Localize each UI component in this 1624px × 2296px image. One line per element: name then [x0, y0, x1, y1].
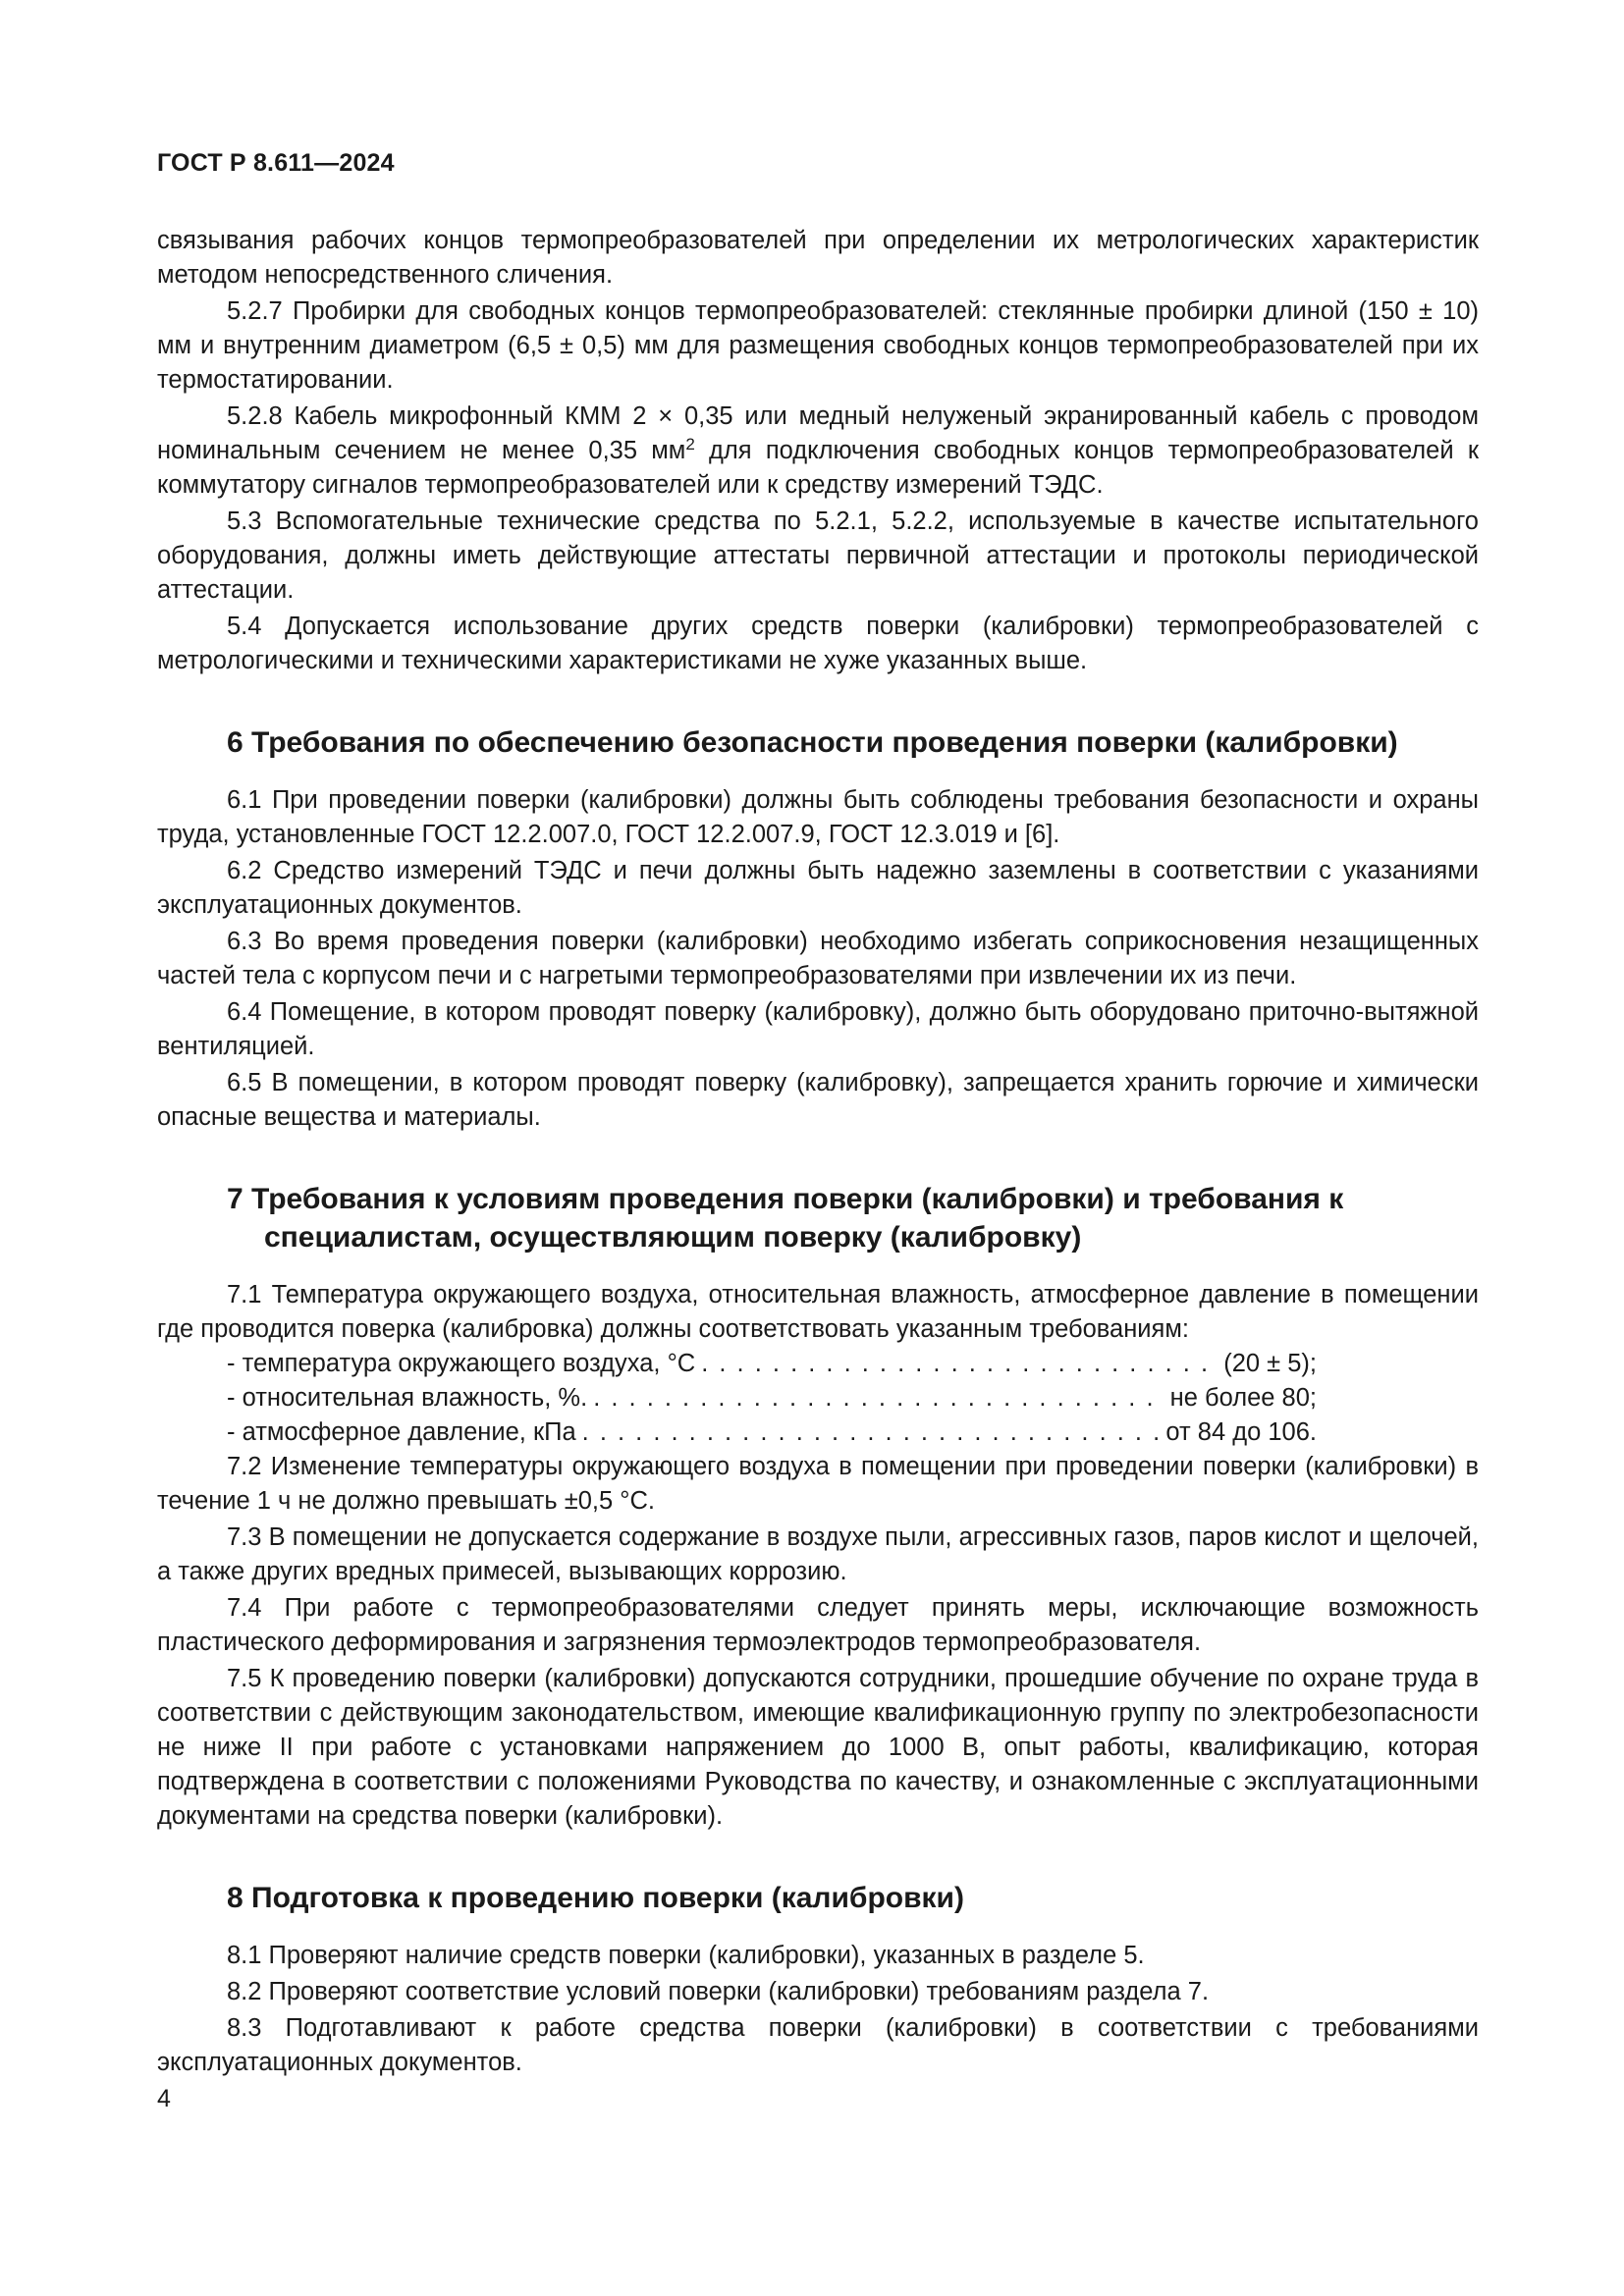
- section-7-heading: 7 Требования к условиям проведения поверки (калибровки) и требования к специалистам, осуществляющим поверку (калибровку): [227, 1183, 1344, 1254]
- document-header: ГОСТ Р 8.611—2024: [157, 149, 395, 177]
- condition-humidity: [227, 1381, 1317, 1415]
- paragraph-6-4: 6.4 Помещение, в котором проводят поверку (калибровку), должно быть оборудовано приточно-вытяжной вентиляцией.: [157, 998, 1479, 1060]
- paragraph-5-4: 5.4 Допускается использование других средств поверки (калибровки) термопреобразователей с метрологическими и техническими характеристиками не хуже указанных выше.: [157, 613, 1479, 674]
- condition-value: не более 80;: [1169, 1384, 1317, 1412]
- condition-label: - относительная влажность, %.: [227, 1384, 588, 1412]
- paragraph-7-2: 7.2 Изменение температуры окружающего воздуха в помещении при проведении поверки (калибровки) в течение 1 ч не должно превышать ±0,5 °С.: [157, 1453, 1479, 1515]
- paragraph-8-1: 8.1 Проверяют наличие средств поверки (калибровки), указанных в разделе 5.: [227, 1942, 1145, 1969]
- dot-leader: [701, 1347, 1218, 1381]
- paragraph-5-2-8-part1: 5.2.8 Кабель микрофонный КММ 2 × 0,35 или медный нелуженый экранированный кабель с проводом номинальным сечением не менее 0,35 мм: [157, 402, 1479, 464]
- paragraph-5-2-8: [157, 400, 1479, 503]
- page-number: 4: [157, 2085, 171, 2112]
- document-body: [157, 224, 1479, 2080]
- paragraph-6-2: 6.2 Средство измерений ТЭДС и печи должны быть надежно заземлены в соответствии с указаниями эксплуатационных документов.: [157, 857, 1479, 919]
- condition-label: - атмосферное давление, кПа: [227, 1418, 576, 1446]
- paragraph-6-1: 6.1 При проведении поверки (калибровки) должны быть соблюдены требования безопасности и охраны труда, установленные ГОСТ 12.2.007.0, ГОСТ 12.2.007.9, ГОСТ 12.3.019 и [6].: [157, 786, 1479, 848]
- superscript-squared: 2: [685, 435, 695, 454]
- section-6-heading: 6 Требования по обеспечению безопасности проведения поверки (калибровки): [227, 726, 1398, 759]
- paragraph-6-3: 6.3 Во время проведения поверки (калибровки) необходимо избегать соприкосновения незащищенных частей тела с корпусом печи и с нагретыми термопреобразователями при извлечении их из печи.: [157, 928, 1479, 989]
- condition-label: - температура окружающего воздуха, °С: [227, 1350, 696, 1377]
- section-8-heading: 8 Подготовка к проведению поверки (калибровки): [227, 1882, 964, 1914]
- condition-value: (20 ± 5);: [1223, 1350, 1317, 1377]
- paragraph-7-4: 7.4 При работе с термопреобразователями следует принять меры, исключающие возможность пластического деформирования и загрязнения термоэлектродов термопреобразователя.: [157, 1594, 1479, 1656]
- paragraph-continuation: связывания рабочих концов термопреобразователей при определении их метрологических характеристик методом непосредственного сличения.: [157, 227, 1479, 289]
- paragraph-7-1: 7.1 Температура окружающего воздуха, относительная влажность, атмосферное давление в помещении где проводится поверка (калибровка) должны соответствовать указанным требованиям:: [157, 1281, 1479, 1343]
- paragraph-5-2-7: 5.2.7 Пробирки для свободных концов термопреобразователей: стеклянные пробирки длиной (150 ± 10) мм и внутренним диаметром (6,5 ± 0,5) мм для размещения свободных концов термопреобразователей при их термостатировании.: [157, 297, 1479, 394]
- paragraph-5-2-8-part2: для подключения свободных концов термопреобразователей к коммутатору сигналов термопреобразователей или к средству измерений ТЭДС.: [157, 437, 1479, 499]
- condition-temperature: [227, 1347, 1317, 1381]
- paragraph-7-3: 7.3 В помещении не допускается содержание в воздухе пыли, агрессивных газов, паров кислот и щелочей, а также других вредных примесей, вызывающих коррозию.: [157, 1523, 1479, 1585]
- dot-leader: [582, 1415, 1161, 1450]
- paragraph-6-5: 6.5 В помещении, в котором проводят поверку (калибровку), запрещается хранить горючие и химически опасные вещества и материалы.: [157, 1069, 1479, 1131]
- dot-leader: [593, 1381, 1164, 1415]
- paragraph-7-5: 7.5 К проведению поверки (калибровки) допускаются сотрудники, прошедшие обучение по охране труда в соответствии с действующим законодательством, имеющие квалификационную группу по электробезопасности не ниже II при работе с установками напряжением до 1000 В, опыт работы, квалификацию, которая подтверждена в соответствии с положениями Руководства по качеству, и ознакомленные с эксплуатационными документами на средства поверки (калибровки).: [157, 1665, 1479, 1830]
- paragraph-8-2: 8.2 Проверяют соответствие условий поверки (калибровки) требованиям раздела 7.: [227, 1978, 1210, 2005]
- condition-value: от 84 до 106.: [1165, 1418, 1317, 1446]
- paragraph-5-3: 5.3 Вспомогательные технические средства по 5.2.1, 5.2.2, используемые в качестве испытательного оборудования, должны иметь действующие аттестаты первичной аттестации и протоколы периодической аттестации.: [157, 507, 1479, 604]
- condition-pressure: [227, 1415, 1317, 1450]
- paragraph-8-3: 8.3 Подготавливают к работе средства поверки (калибровки) в соответствии с требованиями эксплуатационных документов.: [157, 2014, 1479, 2076]
